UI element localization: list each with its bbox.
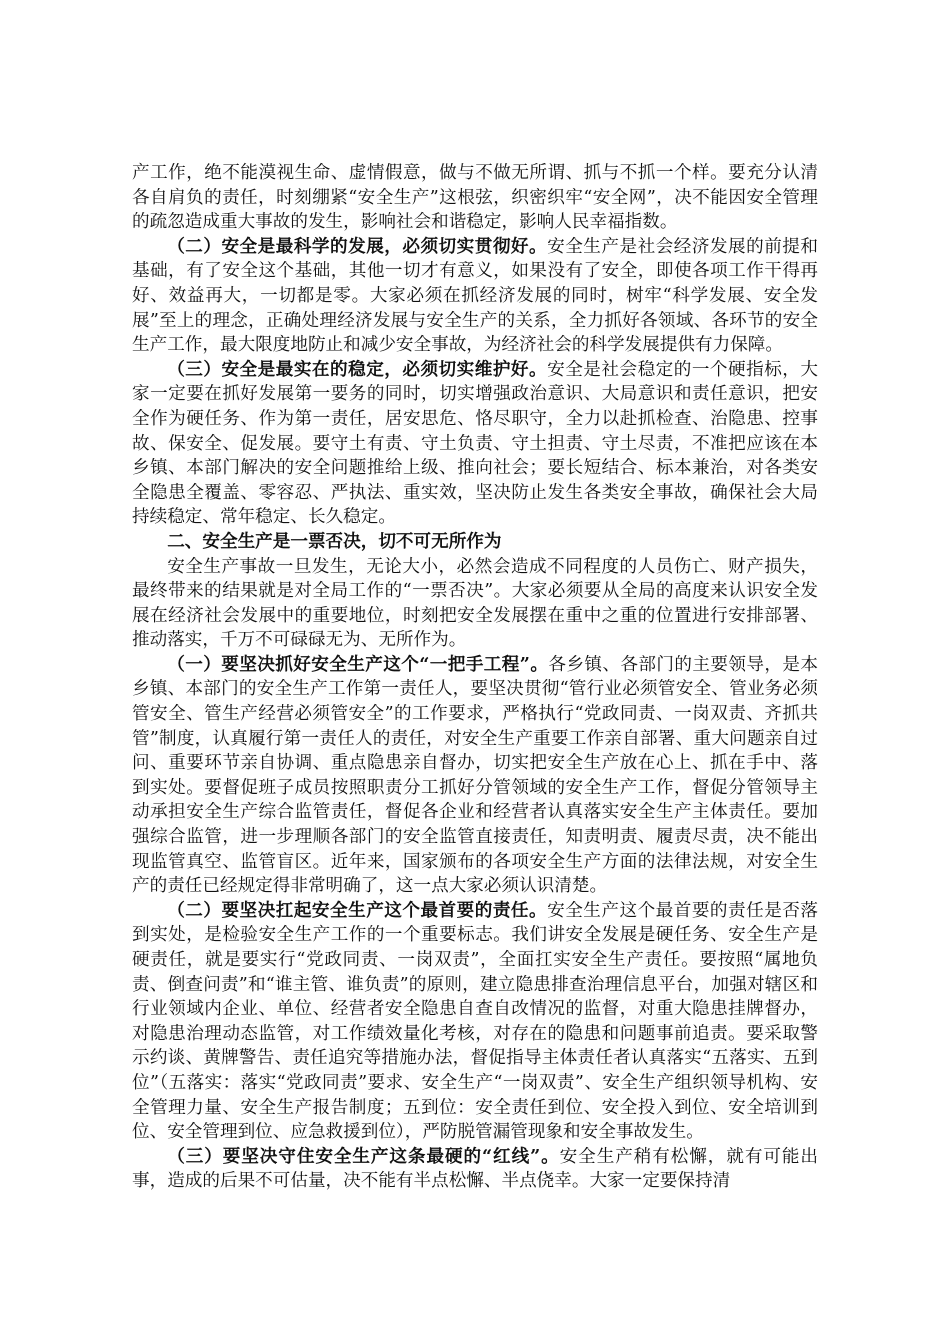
paragraph-lead: （二）要坚决扛起安全生产这个最首要的责任。 [167, 899, 548, 921]
paragraph-text: 安全生产这个最首要的责任是否落到实处，是检验安全生产工作的一个重要标志。我们讲安全发展是硬任务、安全生产是硬责任，就是要实行“党政同责、一岗双责”，全面扛实安全生产责任。要按照“属地负责、倒查问责”和“谁主管、谁负责”的原则，建立隐患排查治理信息平台，加强对辖区和行业领域内企业、单位、经营者安全隐患自查自改情况的监督，对重大隐患挂牌督办，对隐患治理动态监管，对工作绩效量化考核，对存在的隐患和问题事前追责。要采取警示约谈、黄牌警告、责任追究等措施办法，督促指导主体责任者认真落实“五落实、五到位”（五落实：落实“党政同责”要求、安全生产“一岗双责”、安全生产组织领导机构、安全管理力量、安全生产报告制度；五到位：安全责任到位、安全投入到位、安全培训到位、安全管理到位、应急救援到位），严防脱管漏管现象和安全事故发生。 [132, 900, 818, 1143]
paragraph-lead: （二）安全是最科学的发展，必须切实贯彻好。 [167, 235, 548, 257]
paragraph-science-development [132, 235, 818, 358]
paragraph-continuation [132, 161, 818, 235]
paragraph-stability [132, 358, 818, 530]
paragraph-top-leader-project [132, 653, 818, 899]
paragraph-primary-responsibility [132, 899, 818, 1145]
paragraph-lead: （一）要坚决抓好安全生产这个“一把手工程”。 [167, 653, 549, 675]
paragraph-text: 各乡镇、各部门的主要领导，是本乡镇、本部门的安全生产工作第一责任人，要坚决贯彻“管行业必须管安全、管业务必须管安全、管生产经营必须管安全”的工作要求，严格执行“党政同责、一岗双责、齐抓共管”制度，认真履行第一责任人的责任，对安全生产重要工作亲自部署、重大问题亲自过问、重要环节亲自协调、重点隐患亲自督办，切实把安全生产放在心上、抓在手中、落到实处。要督促班子成员按照职责分工抓好分管领域的安全生产工作，督促分管领导主动承担安全生产综合监管责任，督促各企业和经营者认真落实安全生产主体责任。要加强综合监管，进一步理顺各部门的安全监管直接责任，知责明责、履责尽责，决不能出现监管真空、监管盲区。近年来，国家颁布的各项安全生产方面的法律法规，对安全生产的责任已经规定得非常明确了，这一点大家必须认识清楚。 [132, 654, 818, 897]
section-heading: 二、安全生产是一票否决，切不可无所作为 [167, 530, 502, 552]
paragraph-veto [132, 555, 818, 653]
paragraph-text: 安全是社会稳定的一个硬指标，大家一定要在抓好发展第一要务的同时，切实增强政治意识、大局意识和责任意识，把安全作为硬任务、作为第一责任，居安思危、恪尽职守，全力以赴抓检查、治隐患、控事故、保安全、促发展。要守土有责、守土负责、守土担责、守土尽责，不准把应该在本乡镇、本部门解决的安全问题推给上级、推向社会；要长短结合、标本兼治，对各类安全隐患全覆盖、零容忍、严执法、重实效，坚决防止发生各类安全事故，确保社会大局持续稳定、常年稳定、长久稳定。 [132, 359, 818, 528]
paragraph-text: 安全生产是社会经济发展的前提和基础，有了安全这个基础，其他一切才有意义，如果没有了安全，即使各项工作干得再好、效益再大，一切都是零。大家必须在抓经济发展的同时，树牢“科学发展、安全发展”至上的理念，正确处理经济发展与安全生产的关系，全力抓好各领域、各环节的安全生产工作，最大限度地防止和减少安全事故，为经济社会的科学发展提供有力保障。 [132, 236, 818, 356]
paragraph-red-line [132, 1145, 818, 1194]
paragraph-text: 产工作，绝不能漠视生命、虚情假意，做与不做无所谓、抓与不抓一个样。要充分认清各自肩负的责任，时刻绷紧“安全生产”这根弦，织密织牢“安全网”，决不能因安全管理的疏忽造成重大事故的发生，影响社会和谐稳定，影响人民幸福指数。 [132, 163, 818, 233]
paragraph-lead: （三）安全是最实在的稳定，必须切实维护好。 [167, 358, 548, 380]
paragraph-lead: （三）要坚决守住安全生产这条最硬的“红线”。 [167, 1145, 560, 1167]
paragraph-text: 安全生产稍有松懈，就有可能出事，造成的后果不可估量，决不能有半点松懈、半点侥幸。大家一定要保持清 [132, 1146, 818, 1192]
paragraph-text: 安全生产事故一旦发生，无论大小，必然会造成不同程度的人员伤亡、财产损失，最终带来的结果就是对全局工作的“一票否决”。大家必须要从全局的高度来认识安全发展在经济社会发展中的重要地位，时刻把安全发展摆在重中之重的位置进行安排部署、推动落实，千万不可碌碌无为、无所作为。 [132, 556, 818, 651]
document-page [132, 161, 818, 1194]
